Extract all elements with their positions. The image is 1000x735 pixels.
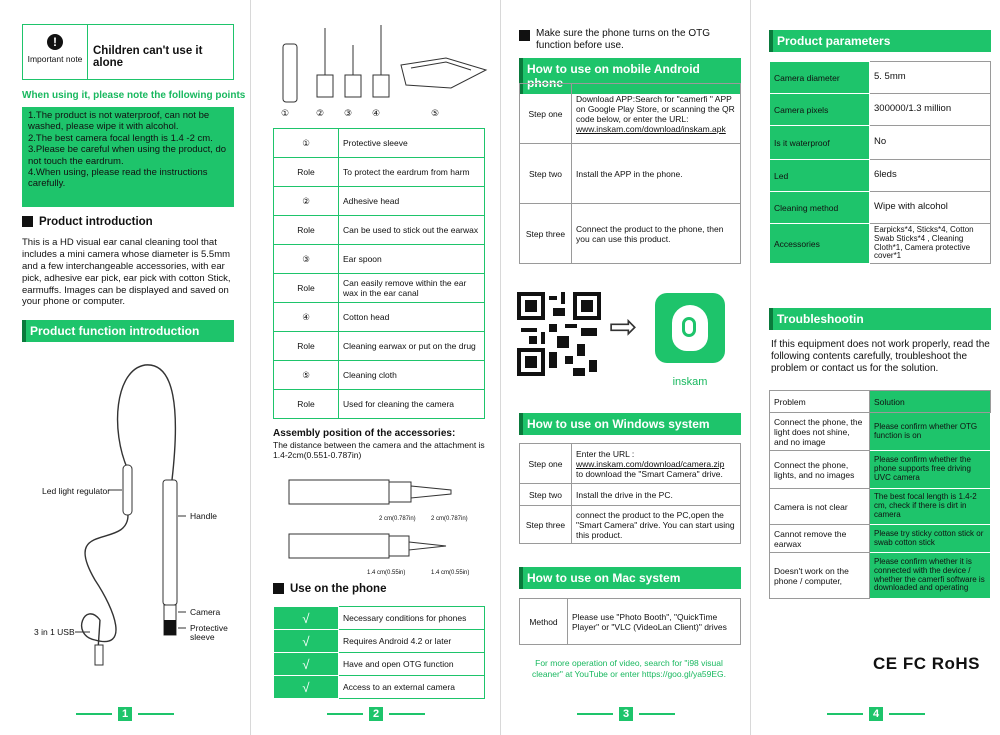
trouble-head-problem: Problem [770,391,870,413]
trouble-header-row [770,391,991,413]
trouble-solution: Please confirm whether OTG function is on [870,413,991,451]
condition-row [274,607,485,630]
accessory-value: Protective sleeve [339,129,485,158]
accessory-row [274,332,485,361]
mac-heading: How to use on Mac system [519,567,741,589]
accessory-key: ⑤ [274,361,339,390]
accessory-value: Used for cleaning the camera [339,390,485,419]
handle-label: Handle [190,511,217,521]
param-row [770,160,991,192]
accessory-row [274,361,485,390]
function-heading: Product function introduction [22,320,234,342]
step-label: Step three [520,506,572,544]
accessory-row [274,390,485,419]
certification-marks: CE FC RoHS [873,654,980,673]
accessory-key: Role [274,390,339,419]
windows-step-row [520,506,741,544]
intro-heading: Product introduction [22,216,153,228]
point-3: 3.Please be careful when using the product, do not touch the eardrum. [28,144,227,167]
important-note-cell [23,25,88,79]
trouble-row [770,413,991,451]
check-icon: √ [274,676,339,699]
num-2: ② [316,108,325,118]
condition-row [274,676,485,699]
dim-2a: 1.4 cm(0.55in) [367,570,406,576]
check-icon: √ [274,653,339,676]
accessory-key: ② [274,187,339,216]
sleeve-label: Protective sleeve [190,623,228,643]
android-step-row [520,84,741,144]
accessory-key: Role [274,332,339,361]
panel-2 [250,0,500,735]
param-row [770,192,991,224]
conditions-table [273,606,485,699]
param-row [770,94,991,126]
step-text-body: Connect the product to the phone, then you can use this product. [576,223,724,244]
accessory-row [274,303,485,332]
point-1: 1.The product is not waterproof, can not be washed, please wipe it with alcohol. [28,110,210,133]
zip-link: www.inskam.com/download/camera.zip [576,458,725,469]
step-label: Step three [520,204,572,264]
trouble-problem: Doesn't work on the phone / computer, [770,553,870,599]
step-text [572,84,741,144]
accessory-key: Role [274,216,339,245]
param-name: Camera pixels [770,94,870,126]
param-name: Is it waterproof [770,126,870,160]
dim-1a: 2 cm(0.787in) [379,516,416,522]
param-name: Cleaning method [770,192,870,224]
condition-text: Requires Android 4.2 or later [339,630,485,653]
trouble-solution: Please try sticky cotton stick or swab cotton stick [870,525,991,553]
step-text [572,444,741,484]
accessory-key: Role [274,158,339,187]
accessory-row [274,129,485,158]
intro-text: This is a HD visual ear canal cleaning tool that includes a mini camera whose diameter is 5.5mm and a few interchangeable accessories, with ear pick, adhesive ear pick, ear pick with cotton Stick, earmuffs. Images can be displayed and saved on your phone or computer. [22,237,231,308]
step-text-body: Install the drive in the PC. [576,489,673,500]
condition-text: Have and open OTG function [339,653,485,676]
trouble-solution: Please confirm whether it is connected with the device / whether the camerfi software is downloaded and operating [870,553,991,599]
trouble-head-solution: Solution [870,391,991,413]
led-label: Led light regulator [42,486,111,496]
trouble-table [769,390,991,599]
trouble-heading: Troubleshootin [769,308,991,330]
accessory-value: Adhesive head [339,187,485,216]
step-text-body: connect the product to the PC,open the "Smart Camera" drive. You can start using this product. [576,509,735,540]
num-4: ④ [372,108,381,118]
param-name: Accessories [770,224,870,264]
condition-row [274,653,485,676]
accessory-row [274,187,485,216]
android-heading: How to use on mobile Android phone [519,58,741,94]
step-text [572,506,741,544]
step-text-after: to download the "Smart Camera" drive. [576,468,723,479]
mac-table [519,598,741,645]
panel-4 [750,0,1000,735]
dim-1b: 2 cm(0.787in) [431,516,468,522]
warning-title: Children can't use it alone [93,45,203,69]
trouble-row [770,553,991,599]
step-label: Step one [520,444,572,484]
assembly-diagram [271,470,501,580]
usb-label: 3 in 1 USB [34,627,75,637]
step-text-body: Install the APP in the phone. [576,168,683,179]
accessory-key: ① [274,129,339,158]
param-value: Earpicks*4, Sticks*4, Cotton Swab Sticks*4 , Cleaning Cloth*1, Camera protective cover*1 [870,224,991,264]
condition-row [274,630,485,653]
step-text [572,484,741,506]
trouble-row [770,525,991,553]
dim-2b: 1.4 cm(0.55in) [431,570,470,576]
square-bullet-icon [519,30,530,41]
point-2: 2.The best camera focal length is 1.4 -2 cm. [28,132,213,144]
trouble-text: If this equipment does not work properly, read the following contents carefully, troubleshoot the problem or contact us for the solution. [771,339,990,374]
num-5: ⑤ [431,108,440,118]
trouble-solution: The best focal length is 1.4-2 cm, check if there is dirt in camera [870,489,991,525]
assembly-text: The distance between the camera and the attachment is 1.4-2cm(0.551-0.787in) [273,440,485,461]
accessory-row [274,216,485,245]
app-icon [655,293,725,363]
android-table [519,83,741,264]
phone-heading: Use on the phone [273,583,386,595]
app-name: inskam [672,376,708,388]
accessory-value: Cleaning cloth [339,361,485,390]
step-text-body: Enter the URL : [576,448,635,459]
windows-step-row [520,484,741,506]
step-text [572,204,741,264]
accessory-key: Role [274,274,339,303]
mac-method-cell: Method [520,599,568,645]
accessory-value: Ear spoon [339,245,485,274]
accessory-value: Can be used to stick out the earwax [339,216,485,245]
windows-heading: How to use on Windows system [519,413,741,435]
param-value: 300000/1.3 million [870,94,991,126]
step-label: Step two [520,484,572,506]
points-box [22,107,234,207]
param-value: Wipe with alcohol [870,192,991,224]
trouble-solution: Please confirm whether the phone supports free driving UVC camera [870,451,991,489]
params-heading: Product parameters [769,30,991,52]
camera-label: Camera [190,607,221,617]
mac-text-cell: Please use "Photo Booth", "QuickTime Player" or "VLC (VideoLan Client)" drives [568,599,741,645]
accessory-row [274,274,485,303]
accessory-key: ④ [274,303,339,332]
points-heading: When using it, please note the following points [22,90,246,101]
important-note-label: Important note [27,54,83,64]
accessory-row [274,245,485,274]
step-label: Step two [520,144,572,204]
otg-note: Make sure the phone turns on the OTG function before use. [519,28,741,51]
check-icon: √ [274,630,339,653]
more-info: For more operation of video, search for "i98 visual cleaner" at YouTube or enter https://goo.gl/ya59EG. [531,658,727,679]
accessory-value: Cleaning earwax or put on the drug [339,332,485,361]
condition-text: Necessary conditions for phones [339,607,485,630]
param-name: Camera diameter [770,62,870,94]
windows-table [519,443,741,544]
android-step-row [520,204,741,264]
num-3: ③ [344,108,353,118]
accessory-key: ③ [274,245,339,274]
point-4: 4.When using, please read the instructions carefully. [28,166,208,190]
android-step-row [520,144,741,204]
trouble-problem: Camera is not clear [770,489,870,525]
param-value: 6leds [870,160,991,192]
accessory-value: To protect the eardrum from harm [339,158,485,187]
condition-text: Access to an external camera [339,676,485,699]
arrow-icon: ⇨ [609,308,638,346]
param-row [770,62,991,94]
step-label: Step one [520,84,572,144]
step-text [572,144,741,204]
page-number-1: 1 [0,707,250,721]
check-icon: √ [274,607,339,630]
accessory-value: Cotton head [339,303,485,332]
apk-link: www.inskam.com/download/inskam.apk [576,123,726,134]
square-bullet-icon [273,583,284,594]
accessory-table [273,128,485,419]
qr-code-icon [517,292,601,376]
param-name: Led [770,160,870,192]
accessories-illustration [271,20,501,120]
panel-1 [0,0,250,735]
trouble-problem: Connect the phone, lights, and no images [770,451,870,489]
num-1: ① [281,108,290,118]
accessory-row [274,158,485,187]
important-note-box [22,24,234,80]
assembly-heading: Assembly position of the accessories: [273,428,456,439]
panel-3 [500,0,750,735]
param-row [770,126,991,160]
params-table [769,61,991,264]
windows-step-row [520,444,741,484]
param-value: No [870,126,991,160]
param-value: 5. 5mm [870,62,991,94]
ear-icon [672,305,708,351]
trouble-row [770,489,991,525]
square-bullet-icon [22,216,33,227]
step-text-body: Download APP:Search for "camerfi " APP on Google Play Store, or scanning the QR code below, or enter the URL: [576,93,735,124]
page-number-3: 3 [501,707,751,721]
exclamation-icon: ! [47,34,63,50]
trouble-problem: Connect the phone, the light does not shine, and no image [770,413,870,451]
page-number-4: 4 [751,707,1000,721]
trouble-problem: Cannot remove the earwax [770,525,870,553]
accessory-value: Can easily remove within the ear wax in the ear canal [339,274,485,303]
trouble-row [770,451,991,489]
param-row [770,224,991,264]
page-number-2: 2 [251,707,501,721]
